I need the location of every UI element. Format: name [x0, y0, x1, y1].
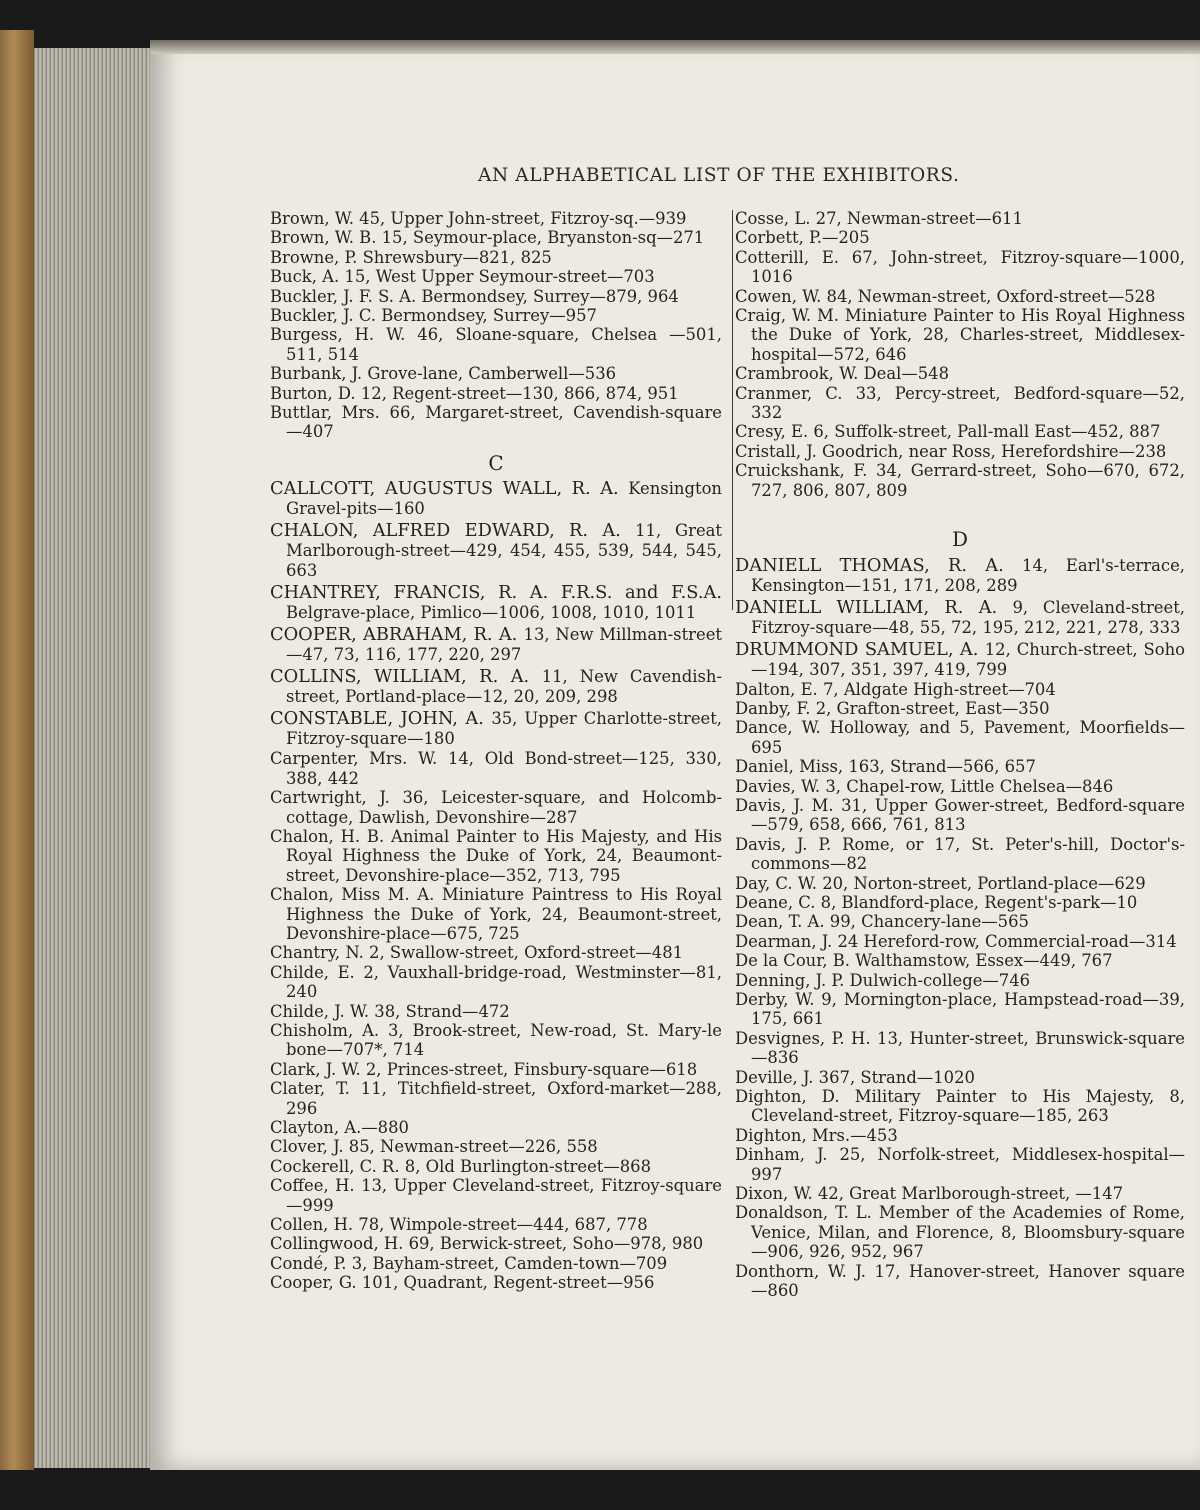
- academician-entry: [735, 640, 1185, 680]
- exhibitor-entry: Chalon, H. B. Animal Painter to His Majesty, and His Royal Highness the Duke of York, 24, Beaumont-street, Devonshire-place—352, 713, 795: [270, 826, 722, 885]
- exhibitor-entry: Cresy, E. 6, Suffolk-street, Pall-mall East—452, 887: [735, 422, 1161, 442]
- exhibitor-entry: Dean, T. A. 99, Chancery-lane—565: [735, 912, 1029, 932]
- exhibitor-entry: Donthorn, W. J. 17, Hanover-street, Hanover square —860: [735, 1261, 1185, 1301]
- entry-list-d: [735, 680, 1185, 1301]
- exhibitor-entry: Cosse, L. 27, Newman-street—611: [735, 209, 1023, 228]
- exhibitor-entry: Cranmer, C. 33, Percy-street, Bedford-square—52, 332: [735, 383, 1185, 423]
- book-cover-edge: [0, 30, 34, 1470]
- left-column: [270, 209, 722, 1293]
- exhibitor-entry: Childe, E. 2, Vauxhall-bridge-road, Westminster—81, 240: [270, 962, 722, 1002]
- exhibitor-entry: Daniel, Miss, 163, Strand—566, 657: [735, 757, 1036, 777]
- academician-name: DANIELL THOMAS, R. A.: [735, 554, 1004, 576]
- exhibitor-entry: Crambrook, W. Deal—548: [735, 364, 950, 384]
- exhibitor-entry: Clark, J. W. 2, Princes-street, Finsbury-square—618: [270, 1059, 698, 1079]
- academician-name: DANIELL WILLIAM, R. A.: [735, 596, 998, 618]
- exhibitor-entry: Davies, W. 3, Chapel-row, Little Chelsea—846: [735, 776, 1114, 796]
- column-divider: [732, 210, 733, 610]
- exhibitor-entry: Cartwright, J. 36, Leicester-square, and Holcomb-cottage, Dawlish, Devonshire—287: [270, 788, 722, 827]
- exhibitor-entry: Dearman, J. 24 Hereford-row, Commercial-road—314: [735, 931, 1177, 951]
- exhibitor-entry: Deville, J. 367, Strand—1020: [735, 1067, 975, 1087]
- academician-entry: [270, 521, 722, 581]
- academician-entry: [735, 556, 1185, 596]
- exhibitor-entry: Day, C. W. 20, Norton-street, Portland-place—629: [735, 873, 1146, 893]
- exhibitor-entry: Burgess, H. W. 46, Sloane-square, Chelsea —501, 511, 514: [270, 325, 722, 364]
- academician-detail: 12, Church-street, Soho—194, 307, 351, 397, 419, 799: [751, 639, 1185, 679]
- entry-list-c: [270, 749, 722, 1292]
- academician-entry: [270, 583, 722, 623]
- exhibitor-entry: Danby, F. 2, Grafton-street, East—350: [735, 698, 1050, 718]
- exhibitor-entry: Childe, J. W. 38, Strand—472: [270, 1001, 510, 1021]
- academician-entry: [270, 709, 722, 749]
- exhibitor-entry: Cristall, J. Goodrich, near Ross, Herefordshire—238: [735, 441, 1167, 461]
- exhibitor-entry: Chalon, Miss M. A. Miniature Paintress to His Royal Highness the Duke of York, 24, Beaumont-street, Devonshire-place—675, 725: [270, 885, 722, 943]
- exhibitor-entry: Desvignes, P. H. 13, Hunter-street, Brunswick-square —836: [735, 1028, 1185, 1068]
- academician-name: DRUMMOND SAMUEL, A.: [735, 638, 979, 660]
- exhibitor-entry: Coffee, H. 13, Upper Cleveland-street, Fitzroy-square —999: [270, 1176, 722, 1215]
- right-column: [735, 209, 1185, 1301]
- exhibitor-entry: Carpenter, Mrs. W. 14, Old Bond-street—125, 330, 388, 442: [270, 749, 722, 788]
- exhibitor-entry: Clater, T. 11, Titchfield-street, Oxford-market—288, 296: [270, 1079, 722, 1118]
- exhibitor-entry: Clover, J. 85, Newman-street—226, 558: [270, 1137, 598, 1157]
- exhibitor-entry: Collen, H. 78, Wimpole-street—444, 687, 778: [270, 1215, 648, 1235]
- page-top-edge: [150, 40, 1200, 54]
- exhibitor-entry: Cowen, W. 84, Newman-street, Oxford-street—528: [735, 286, 1156, 306]
- exhibitor-entry: Burbank, J. Grove-lane, Camberwell—536: [270, 364, 617, 384]
- exhibitor-entry: Buckler, J. F. S. A. Bermondsey, Surrey—879, 964: [270, 286, 679, 306]
- academician-entry: [270, 667, 722, 707]
- exhibitor-entry: Brown, W. 45, Upper John-street, Fitzroy-sq.—939: [270, 209, 687, 228]
- exhibitor-entry: Dinham, J. 25, Norfolk-street, Middlesex-hospital—997: [735, 1145, 1185, 1184]
- exhibitor-entry: Burton, D. 12, Regent-street—130, 866, 874, 951: [270, 383, 679, 403]
- exhibitor-entry: Derby, W. 9, Mornington-place, Hampstead-road—39, 175, 661: [735, 990, 1185, 1029]
- exhibitor-entry: Browne, P. Shrewsbury—821, 825: [270, 247, 552, 267]
- academician-name: CHANTREY, FRANCIS, R. A. F.R.S. and F.S.A.: [270, 582, 722, 604]
- exhibitor-entry: Condé, P. 3, Bayham-street, Camden-town—709: [270, 1253, 668, 1273]
- exhibitor-entry: Dighton, D. Military Painter to His Majesty, 8, Cleveland-street, Fitzroy-square—185, 263: [735, 1087, 1185, 1126]
- academician-entry: [735, 598, 1185, 638]
- exhibitor-entry: Buckler, J. C. Bermondsey, Surrey—957: [270, 306, 597, 326]
- exhibitor-entry: Dalton, E. 7, Aldgate High-street—704: [735, 679, 1056, 699]
- exhibitor-entry: Deane, C. 8, Blandford-place, Regent's-park—10: [735, 892, 1138, 912]
- exhibitor-entry: Denning, J. P. Dulwich-college—746: [735, 970, 1031, 990]
- academician-detail: 35, Upper Charlotte-street, Fitzroy-square—180: [286, 709, 723, 749]
- exhibitor-entry: Chisholm, A. 3, Brook-street, New-road, St. Mary-le bone—707*, 714: [270, 1020, 722, 1060]
- entry-list-c-continued: [735, 209, 1185, 500]
- academician-detail: 11, New Cavendish-street, Portland-place—12, 20, 209, 298: [286, 667, 722, 707]
- exhibitor-entry: Dighton, Mrs.—453: [735, 1125, 898, 1145]
- exhibitor-entry: Davis, J. P. Rome, or 17, St. Peter's-hill, Doctor's-commons—82: [735, 834, 1185, 874]
- academician-entry: [270, 625, 722, 665]
- academician-name: CHALON, ALFRED EDWARD, R. A.: [270, 520, 621, 542]
- academician-detail: Kensington Gravel-pits—160: [286, 479, 722, 519]
- exhibitor-entry: Craig, W. M. Miniature Painter to His Royal Highness the Duke of York, 28, Charles-street, Middlesex-hospital—572, 646: [735, 306, 1185, 364]
- exhibitor-entry: Cotterill, E. 67, John-street, Fitzroy-square—1000, 1016: [735, 247, 1185, 287]
- exhibitor-entry: Collingwood, H. 69, Berwick-street, Soho—978, 980: [270, 1234, 704, 1254]
- exhibitor-entry: Corbett, P.—205: [735, 228, 870, 248]
- entry-list-b: [270, 209, 722, 442]
- exhibitor-entry: Cooper, G. 101, Quadrant, Regent-street—956: [270, 1273, 655, 1293]
- exhibitor-entry: Davis, J. M. 31, Upper Gower-street, Bedford-square —579, 658, 666, 761, 813: [735, 795, 1185, 835]
- section-heading-d: D: [951, 527, 969, 552]
- exhibitor-entry: Clayton, A.—880: [270, 1118, 409, 1137]
- academician-name: CONSTABLE, JOHN, A.: [270, 708, 484, 730]
- exhibitor-entry: Dixon, W. 42, Great Marlborough-street, —147: [735, 1184, 1124, 1204]
- academician-detail: 13, New Millman-street—47, 73, 116, 177, 220, 297: [286, 625, 722, 665]
- academician-name: COLLINS, WILLIAM, R. A.: [270, 666, 530, 688]
- academician-detail: 9, Cleveland-street, Fitzroy-square—48, 55, 72, 195, 212, 221, 278, 333: [751, 597, 1186, 637]
- exhibitor-entry: Brown, W. B. 15, Seymour-place, Bryanston-sq—271: [270, 228, 705, 248]
- page-header: AN ALPHABETICAL LIST OF THE EXHIBITORS.: [478, 165, 960, 186]
- entry-list-c-academicians: [270, 479, 722, 749]
- exhibitor-entry: Dance, W. Holloway, and 5, Pavement, Moorfields—695: [735, 718, 1185, 757]
- academician-detail: 11, Great Marlborough-street—429, 454, 455, 539, 544, 545, 663: [286, 521, 723, 581]
- exhibitor-entry: Cruickshank, F. 34, Gerrard-street, Soho—670, 672, 727, 806, 807, 809: [735, 461, 1185, 500]
- academician-entry: [270, 479, 722, 519]
- academician-detail: 14, Earl's-terrace, Kensington—151, 171, 208, 289: [751, 555, 1185, 595]
- exhibitor-entry: Chantry, N. 2, Swallow-street, Oxford-street—481: [270, 943, 684, 963]
- academician-name: CALLCOTT, AUGUSTUS WALL, R. A.: [270, 478, 619, 500]
- exhibitor-entry: Donaldson, T. L. Member of the Academies of Rome, Venice, Milan, and Florence, 8, Bloomsbury-square —906, 926, 952, 967: [735, 1203, 1185, 1262]
- academician-detail: Belgrave-place, Pimlico—1006, 1008, 1010, 1011: [286, 603, 697, 623]
- exhibitor-entry: Buttlar, Mrs. 66, Margaret-street, Cavendish-square —407: [270, 403, 722, 442]
- section-heading-c: C: [488, 450, 504, 475]
- entry-list-d-academicians: [735, 556, 1185, 680]
- exhibitor-entry: Buck, A. 15, West Upper Seymour-street—703: [270, 267, 655, 287]
- exhibitor-entry: Cockerell, C. R. 8, Old Burlington-street—868: [270, 1156, 652, 1176]
- exhibitor-entry: De la Cour, B. Walthamstow, Essex—449, 767: [735, 951, 1113, 971]
- academician-name: COOPER, ABRAHAM, R. A.: [270, 624, 518, 646]
